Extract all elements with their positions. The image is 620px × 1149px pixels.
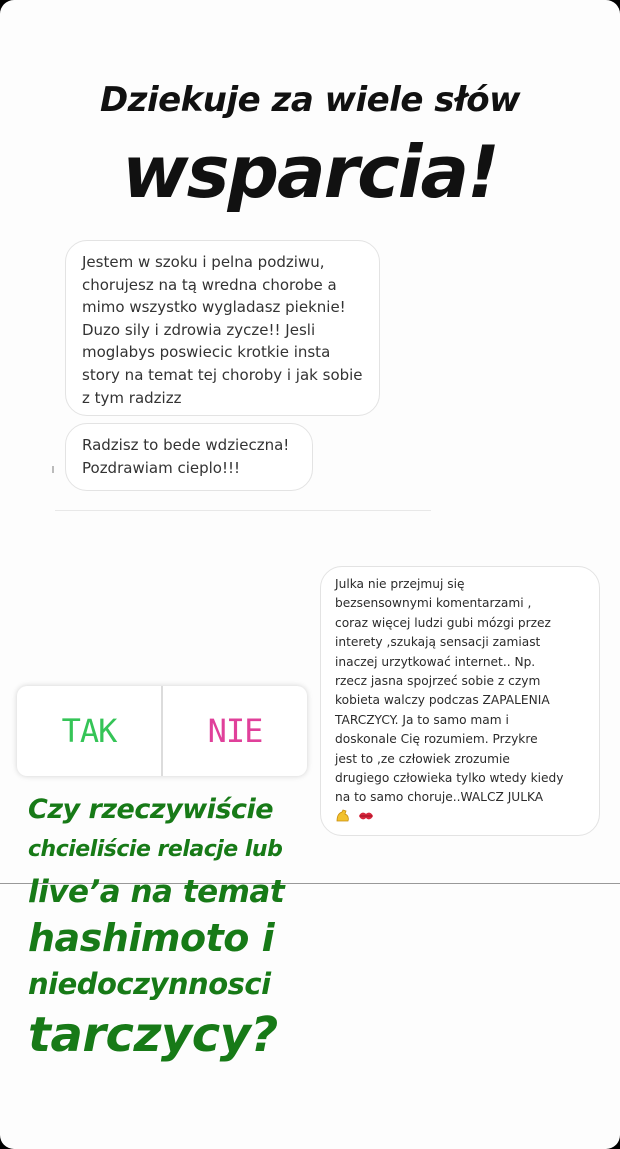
message-3-line: drugiego człowieka tylko wtedy kiedy xyxy=(335,771,564,786)
message-divider xyxy=(55,510,431,511)
flexed-biceps-icon xyxy=(335,808,351,830)
message-bubble-3 xyxy=(320,566,600,836)
scroll-marker xyxy=(52,466,54,473)
poll-sticker xyxy=(17,686,307,776)
message-2-line: Radzisz to bede wdzieczna! xyxy=(82,436,290,454)
question-line: tarczycy? xyxy=(28,1007,278,1063)
message-2-line: Pozdrawiam cieplo!!! xyxy=(82,458,240,477)
message-3-line: Julka nie przejmuj się xyxy=(335,577,465,591)
poll-question xyxy=(28,790,284,1064)
message-3-line: coraz więcej ludzi gubi mózgi przez xyxy=(335,615,551,630)
message-1-line: z tym radzizz xyxy=(82,388,182,407)
message-bubble-1 xyxy=(65,240,380,416)
poll-option-no[interactable]: NIE xyxy=(207,712,263,750)
story-title-line1: Dziekuje za wiele słów xyxy=(99,80,521,120)
message-1-line: mimo wszystko wygladasz pieknie! xyxy=(82,298,346,317)
question-line: chcieliście relacje lub xyxy=(28,837,283,862)
message-bubble-2 xyxy=(65,423,313,491)
message-3-line: jest to ,ze człowiek zrozumie xyxy=(335,751,510,766)
kiss-mark-icon xyxy=(358,808,374,830)
message-1-line: story na temat tej choroby i jak sobie xyxy=(82,365,363,384)
message-3-line: rzecz jasna spojrzeć sobie z czym xyxy=(335,674,541,689)
question-line: hashimoto i xyxy=(28,916,275,960)
story-title-line2: wsparcia! xyxy=(122,130,498,214)
message-3-emojis xyxy=(335,808,587,830)
poll-option-yes[interactable]: TAK xyxy=(17,686,163,776)
message-1-line: Jestem w szoku i pelna podziwu, xyxy=(82,253,325,271)
message-3-line: doskonale Cię rozumiem. Przykre xyxy=(335,732,538,747)
question-line: niedoczynnosci xyxy=(28,967,271,1001)
message-3-line: inaczej urzytkować internet.. Np. xyxy=(335,654,536,669)
message-3-line: na to samo choruje..WALCZ JULKA xyxy=(335,790,544,805)
message-1-line: moglabys poswiecic krotkie insta xyxy=(82,343,331,362)
message-3-line: interety ,szukają sensacji zamiast xyxy=(335,635,541,650)
message-1-line: Duzo sily i zdrowia zycze!! Jesli xyxy=(82,320,316,339)
question-line: live’a na temat xyxy=(28,874,285,910)
message-3-line: kobieta walczy podczas ZAPALENIA xyxy=(335,693,550,708)
message-3-line: bezsensownymi komentarzami , xyxy=(335,596,532,611)
message-3-line: TARCZYCY. Ja to samo mam i xyxy=(335,712,509,727)
question-line: Czy rzeczywiście xyxy=(28,794,274,825)
message-1-line: chorujesz na tą wredna chorobe a xyxy=(82,275,337,294)
